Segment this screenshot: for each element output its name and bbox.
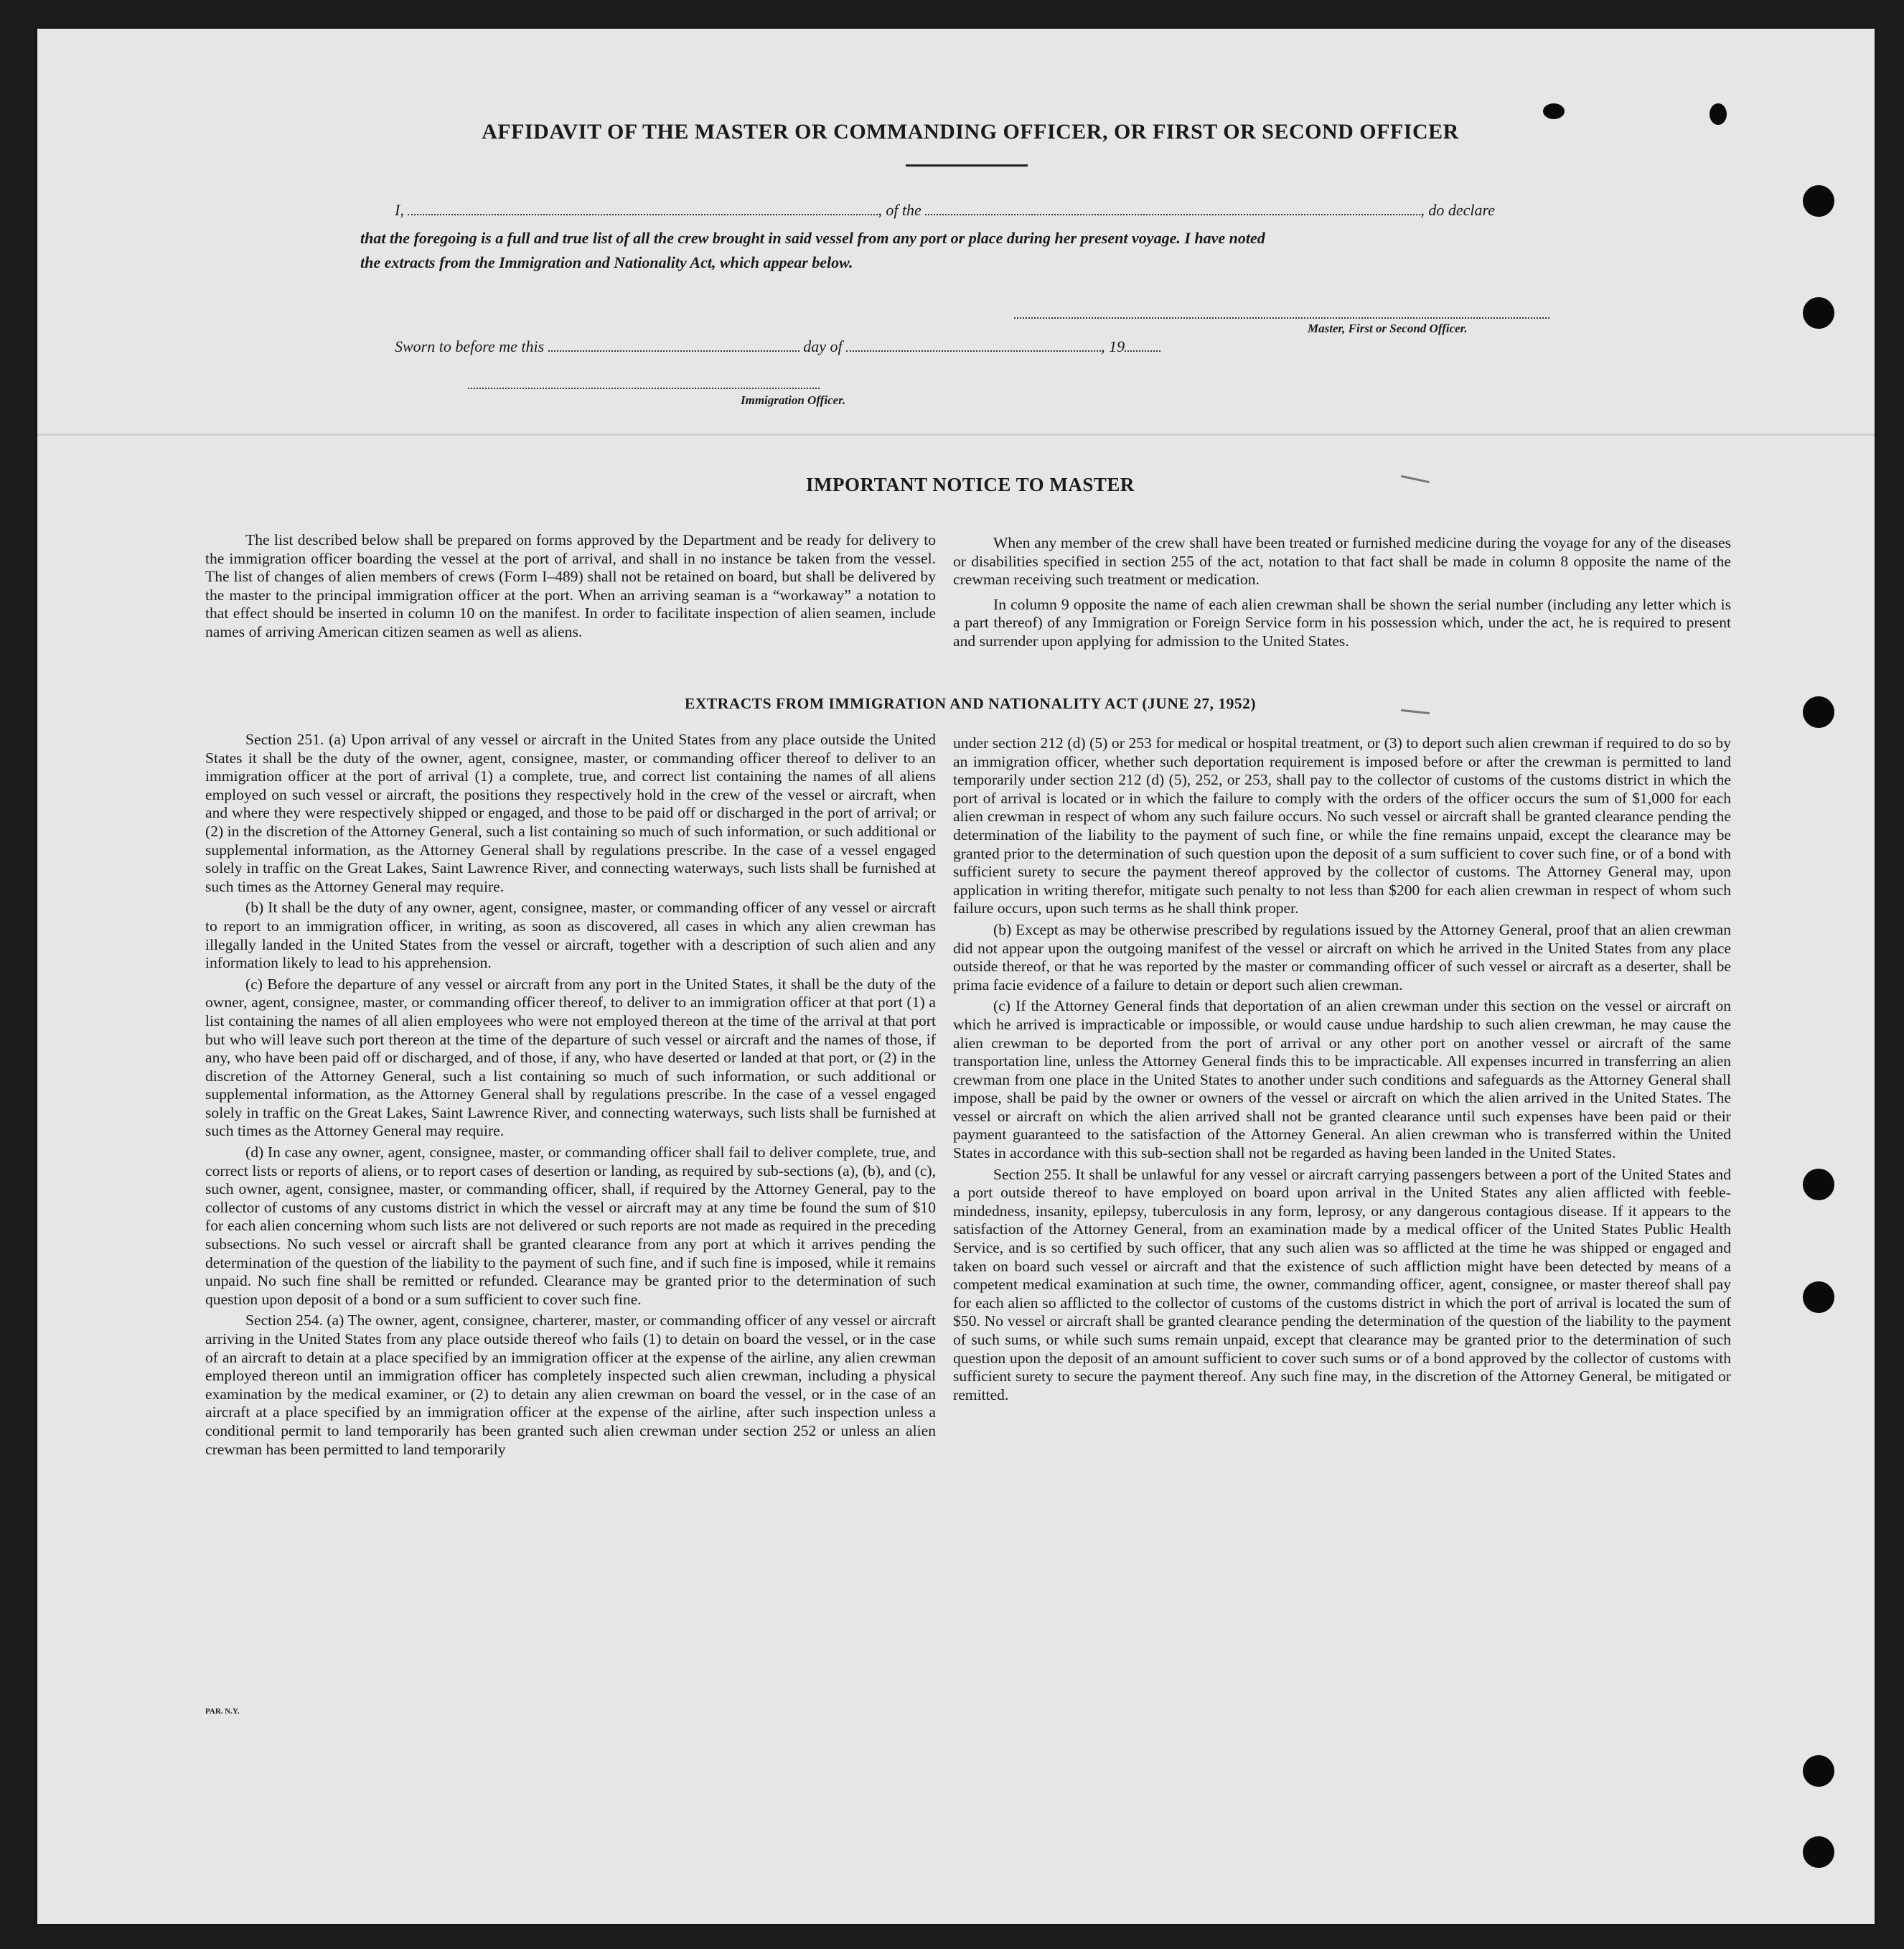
declaration-line-1 [395, 201, 1495, 220]
extract-section-251-d: (d) In case any owner, agent, consignee, master, or commanding officer shall fail to deliver complete, true, and correct lists or reports of aliens, or to report cases of desertion or landing, as required by sub-sections (a), (b), and (c), such owner, agent, consignee, master, or commanding officer, shall, if required by the Attorney General, pay to the collector of customs of any customs district in which the vessel or aircraft may at any time be found the sum of $10 for each alien concerning whom such lists are not delivered or such reports are not made as required in the preceding subsections. No such vessel or aircraft shall be granted clearance from any port at which it arrives pending the determination of the question of the liability to the payment of such fine, and if such fine is imposed, while it remains unpaid. No such fine shall be remitted or refunded. Clearance may be granted prior to the determination of such question upon deposit of a bond or a sum sufficient to cover such fine. [205, 1144, 936, 1308]
notice-title: IMPORTANT NOTICE TO MASTER [806, 474, 1135, 495]
binder-hole [1803, 1281, 1834, 1313]
sworn-day-field[interactable] [548, 340, 799, 352]
sworn-text: Sworn to before me this [395, 337, 545, 355]
master-signature-label: Master, First or Second Officer. [1308, 322, 1468, 335]
binder-hole [1803, 1755, 1834, 1787]
immigration-officer-label: Immigration Officer. [741, 393, 846, 407]
extract-section-254-a: Section 254. (a) The owner, agent, consignee, charterer, master, or commanding officer of any vessel or aircraft arriving in the United States from any place outside thereof who fails (1) to detain on board the vessel, or in the case of an aircraft to detain at a place specified by an immigration officer at the expense of the airline, any alien crewman employed thereon until an immigration officer has completely inspected such alien crewman, including a physical examination by the medical examiner, or (2) to detain any alien crewman on board the vessel, or in the case of an aircraft at a place specified by an immigration officer at the expense of the airline, after such inspection unless a conditional permit to land temporarily has been granted such alien crewman under section 252 or unless an alien crewman has been permitted to land temporarily [205, 1312, 936, 1458]
sworn-month-field[interactable] [846, 340, 1101, 352]
day-of-text: day of [803, 337, 843, 355]
sworn-year-field[interactable] [1125, 340, 1160, 352]
name-field[interactable] [408, 204, 878, 215]
notice-left-paragraph: The list described below shall be prepared on forms approved by the Department and be ready for delivery to the immigration officer boarding the vessel at the port of arrival, and shall in no instance be taken from the vessel. The list of changes of alien members of crews (Form I–489) shall not be retained on board, but shall be delivered by the master to the principal immigration officer at the port. When an arriving seaman is a “workaway” a notation to that effect should be inserted in column 10 on the manifest. In order to facilitate inspection of alien seamen, include names of arriving American citizen seamen as well as aliens. [205, 531, 936, 640]
extract-section-251-a: Section 251. (a) Upon arrival of any vessel or aircraft in the United States from any place outside the United States it shall be the duty of the owner, agent, consignee, master, or commanding officer thereof to deliver to an immigration officer at the port of arrival (1) a complete, true, and correct list containing the names of all aliens employed on such vessel or aircraft, the positions they respectively hold in the crew of the vessel or aircraft, when and where they were respectively shipped or engaged, and those to be paid off or discharged in the port of arrival; or (2) in the discretion of the Attorney General, such a list containing so much of such information, or such additional or supplemental information, as the Attorney General shall by regulations prescribe. In the case of a vessel engaged solely in traffic on the Great Lakes, Saint Lawrence River, and connecting waterways, such lists shall be furnished at such times as the Attorney General may require. [205, 731, 936, 895]
affidavit-title: AFFIDAVIT OF THE MASTER OR COMMANDING OFFICER, OR FIRST OR SECOND OFFICER [482, 120, 1459, 144]
binder-hole [1803, 696, 1834, 728]
declaration-line-2: that the foregoing is a full and true list of all the crew brought in said vessel from any port or place during her present voyage. I have noted [360, 229, 1265, 247]
ink-blot [1710, 103, 1727, 125]
binder-hole [1803, 185, 1834, 217]
extract-section-254-b: (b) Except as may be otherwise prescribed by regulations issued by the Attorney General, proof that an alien crewman did not appear upon the outgoing manifest of the vessel or aircraft on which he arrived in the United States from any place outside thereof, or that he was reported by the master or commanding officer of such vessel or aircraft as a deserter, shall be prima facie evidence of a failure to detain or deport such alien crewman. [953, 920, 1731, 994]
stray-mark [1401, 475, 1430, 483]
printer-mark: PAR. N.Y. [205, 1707, 240, 1716]
decl-i: I, [395, 201, 404, 219]
extract-section-251-c: (c) Before the departure of any vessel or aircraft from any port in the United States, it shall be the duty of the owner, agent, consignee, master, or commanding officer thereof, to deliver to an immigration officer at that port (1) a list containing the names of all alien employees who were not employed thereon at the time of the arrival at that port but who will leave such port thereon at the time of the departure of such vessel or aircraft and the names of those, if any, who have been paid off or discharged, and of those, if any, who have deserted or landed at that port, or (2) in the discretion of the Attorney General, such a list containing so much of such information, or such additional or supplemental information, as the Attorney General shall by regulations prescribe. In the case of a vessel engaged solely in traffic on the Great Lakes, Saint Lawrence River, and connecting waterways, such lists shall be furnished at such times as the Attorney General may require. [205, 975, 936, 1140]
title-rule [906, 164, 1028, 167]
binder-hole [1803, 1169, 1834, 1200]
ink-blot [1543, 103, 1565, 119]
decl-do-declare: , do declare [1420, 201, 1495, 219]
extracts-right-column [953, 734, 1731, 1407]
extract-section-254-c: (c) If the Attorney General finds that deportation of an alien crewman under this section on the vessel or aircraft on which he arrived is impracticable or impossible, or would cause undue hardship to such alien crewman, he may cause the alien crewman to be deported from the port of arrival or any other port on another vessel or aircraft of the same transportation line, unless the Attorney General finds this to be impracticable. All expenses incurred in transferring an alien crewman from one place in the United States to another under such conditions and safeguards as the Attorney General shall impose, shall be paid by the owner or owners of the vessel or aircraft on which the alien arrived in the United States. The vessel or aircraft on which the alien arrived shall not be granted clearance until such expenses have been paid or their payment guaranteed to the satisfaction of the Attorney General. An alien crewman who is transferred within the United States in accordance with this sub-section shall not be regarded as having been landed in the United States. [953, 997, 1731, 1162]
vessel-field[interactable] [925, 204, 1420, 215]
master-signature-line[interactable] [1014, 317, 1549, 319]
notice-left-column [205, 531, 936, 648]
document-page [37, 29, 1875, 1924]
immigration-officer-signature-line[interactable] [468, 388, 820, 389]
section-divider [37, 434, 1875, 436]
notice-right-paragraph-2: In column 9 opposite the name of each alien crewman shall be shown the serial number (including any letter which is a part thereof) of any Immigration or Foreign Service form in his possession which, under the act, he is required to present and surrender upon applying for admission to the United States. [953, 595, 1731, 650]
extract-section-255: Section 255. It shall be unlawful for any vessel or aircraft carrying passengers between a port of the United States and a port outside thereof to have employed on board upon arrival in the United States any alien afflicted with feeble-mindedness, insanity, epilepsy, tuberculosis in any form, leprosy, or any dangerous contagious disease. If it appears to the satisfaction of the Attorney General, from an examination made by a medical officer of the United States Public Health Service, and is so certified by such officer, that any such alien was so afflicted at the time he was shipped or engaged and taken on board such vessel or aircraft and that the existence of such affliction might have been detected by means of a competent medical examination at such time, the owner, commanding officer, agent, consignee, or master thereof shall pay for each alien so afflicted to the collector of customs of the customs district in which the port of arrival is located the sum of $50. No vessel or aircraft shall be granted clearance pending the determination of the question of the liability to the payment of such sums, or while such sums remain unpaid, except that clearance may be granted prior to the determination of such question upon the deposit of an amount sufficient to cover such sums or of a bond approved by the collector of customs with sufficient surety to secure the payment thereof. Any such fine may, in the discretion of the Attorney General, be mitigated or remitted. [953, 1165, 1731, 1403]
extracts-left-column [205, 731, 936, 1462]
sworn-line [395, 337, 1160, 356]
extract-section-251-b: (b) It shall be the duty of any owner, agent, consignee, master, or commanding officer of any vessel or aircraft to report to an immigration officer, in writing, as soon as discovered, all cases in which any alien crewman has illegally landed in the United States from the vessel or aircraft, together with a description of such alien and any information likely to lead to his apprehension. [205, 899, 936, 972]
declaration-line-3: the extracts from the Immigration and Nationality Act, which appear below. [360, 253, 853, 271]
extracts-title: EXTRACTS FROM IMMIGRATION AND NATIONALITY ACT (JUNE 27, 1952) [685, 695, 1256, 712]
notice-right-paragraph-1: When any member of the crew shall have been treated or furnished medicine during the voyage for any of the diseases or disabilities specified in section 255 of the act, notation to that fact shall be made in column 8 opposite the name of the crewman receiving such treatment or medication. [953, 534, 1731, 589]
binder-hole [1803, 1836, 1834, 1868]
notice-right-column [953, 534, 1731, 658]
year-text: , 19 [1101, 337, 1125, 355]
decl-of-the: , of the [878, 201, 921, 219]
extract-section-254-a-cont: under section 212 (d) (5) or 253 for medical or hospital treatment, or (3) to deport such alien crewman if required to do so by an immigration officer, whether such deportation requirement is imposed before or after the crewman is permitted to land temporarily under section 212 (d) (5), 252, or 253, shall pay to the collector of customs of the customs district in which the port of arrival is located or in which the failure to comply with the orders of the officer occurs the sum of $1,000 for each alien crewman in respect of whom any such failure occurs. No such vessel or aircraft shall be granted clearance pending the determination of the liability to the payment of such fine, or while the fine remains unpaid, except the clearance may be granted prior to the determination of such question upon the deposit of a sum sufficient to cover such fine, or of a bond with sufficient surety to secure the payment thereof approved by the collector of customs. The Attorney General may, upon application in writing therefor, mitigate such penalty to not less than $200 for each alien crewman in respect of whom such failure occurs, upon such terms as he shall think proper. [953, 734, 1731, 917]
binder-hole [1803, 297, 1834, 329]
